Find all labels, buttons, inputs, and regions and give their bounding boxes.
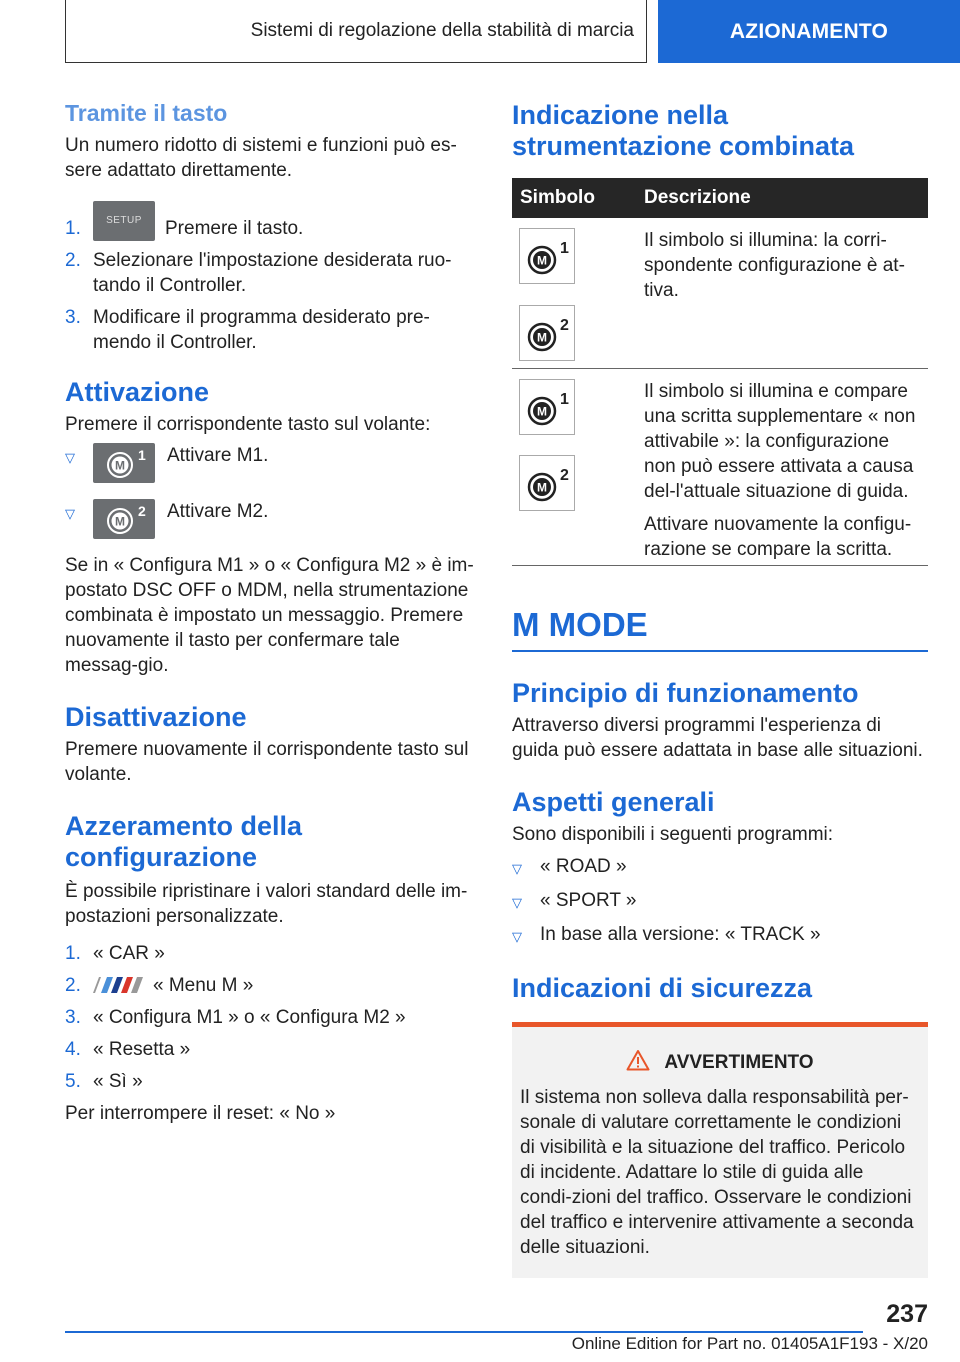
program-text: « ROAD »: [540, 856, 627, 878]
azzeramento-intro: È possibile ripristinare i valori standard delle im-postazioni personalizzate.: [65, 881, 468, 928]
step-text: « Resetta »: [93, 1039, 191, 1061]
azzeramento-heading-line1: Azzeramento della: [65, 811, 303, 842]
step-text: « Configura M1 » o « Configura M2 »: [93, 1007, 406, 1029]
mmode-rule: [512, 650, 928, 652]
desc-cell: [636, 218, 928, 368]
program-item: [512, 922, 928, 949]
svg-text:2: 2: [560, 317, 569, 334]
setup-key-icon: SETUP: [93, 201, 155, 241]
step-number: 3.: [65, 307, 81, 328]
m2-symbol-icon: [519, 305, 575, 361]
step-text: Premere il tasto.: [165, 218, 304, 239]
row-desc-note: Attivare nuovamente la configu-razione se compare la scritta.: [644, 514, 912, 560]
left-column: [65, 100, 477, 1126]
tramite-steps: [65, 201, 477, 355]
m1-symbol-icon: [519, 228, 575, 284]
footer-rule: [65, 1331, 863, 1333]
svg-text:M: M: [537, 404, 547, 419]
desc-cell: [636, 369, 928, 565]
program-text: « SPORT »: [540, 890, 637, 912]
attivazione-intro: Premere il corrispondente tasto sul volante:: [65, 414, 431, 436]
tramite-step: [65, 201, 477, 241]
azzeramento-steps: [65, 941, 477, 1094]
row-desc: Il simbolo si illumina: la corri-spondente configurazione è at-tiva.: [644, 230, 905, 301]
disattivazione-text: Premere nuovamente il corrispondente tasto sul volante.: [65, 739, 469, 786]
tramite-step: [65, 248, 477, 298]
attivazione-list: [65, 443, 477, 539]
triangle-bullet-icon: ▽: [65, 506, 75, 522]
tramite-intro: Un numero ridotto di sistemi e funzioni può es-sere adattato direttamente.: [65, 135, 457, 181]
section-title: AZIONAMENTO: [729, 19, 889, 43]
attivazione-text: Attivare M1.: [167, 445, 269, 467]
azzeramento-step: [65, 973, 477, 998]
chapter-title: Sistemi di regolazione della stabilità di marcia: [250, 20, 634, 41]
attivazione-item: [65, 499, 477, 539]
program-item: [512, 854, 928, 881]
azzeramento-step: [65, 941, 477, 966]
azzeramento-step: [65, 1005, 477, 1030]
step-text: Modificare il programma desiderato pre-mendo il Controller.: [93, 307, 430, 353]
table-header: [512, 178, 928, 218]
svg-text:M: M: [537, 330, 547, 345]
principio-heading: Principio di funzionamento: [512, 678, 859, 708]
table-row: [512, 369, 928, 566]
warning-triangle-icon: [626, 1049, 650, 1077]
step-number: 1.: [65, 218, 81, 239]
program-item: [512, 888, 928, 915]
svg-text:1: 1: [138, 447, 146, 464]
azzeramento-step: [65, 1069, 477, 1094]
attivazione-text: Attivare M2.: [167, 501, 269, 523]
triangle-bullet-icon: ▽: [512, 861, 522, 877]
footer-edition: Online Edition for Part no. 01405A1F193 - X/20: [571, 1334, 928, 1353]
m1-symbol-icon: [519, 379, 575, 435]
azzeramento-heading-line2: configurazione: [65, 842, 258, 873]
triangle-bullet-icon: ▽: [65, 450, 75, 466]
step-text: « Sì »: [93, 1071, 143, 1093]
azzeramento-heading: [65, 811, 477, 873]
svg-text:1: 1: [560, 240, 569, 257]
chapter-header: [65, 0, 647, 63]
aspetti-heading: Aspetti generali: [512, 787, 715, 818]
section-tab: [658, 0, 960, 63]
azzeramento-step: [65, 1037, 477, 1062]
tramite-step: [65, 305, 477, 355]
warning-title: AVVERTIMENTO: [664, 1052, 814, 1074]
warning-header: [520, 1049, 920, 1077]
svg-text:2: 2: [138, 503, 146, 520]
attivazione-note: Se in « Configura M1 » o « Configura M2 » è im-postato DSC OFF o MDM, nella strumentazione combinata è impostato un messaggio. Premere nuovamente il tasto per confermare tale messag-gio.: [65, 555, 474, 677]
right-column: [512, 100, 928, 1278]
tramite-heading: Tramite il tasto: [65, 100, 228, 126]
m-menu-icon: [93, 975, 147, 995]
svg-text:M: M: [537, 253, 547, 268]
m2-key-icon: [93, 499, 155, 539]
sicurezza-heading: Indicazioni di sicurezza: [512, 973, 813, 1004]
program-text: In base alla versione: « TRACK »: [540, 924, 821, 946]
row-desc: Il simbolo si illumina e compare una scritta supplementare « non attivabile »: la configurazione non può essere attivata a causa del-l'attuale situazione di guida.: [644, 381, 916, 502]
principio-text: Attraverso diversi programmi l'esperienza di guida può essere adattata in base alle situazioni.: [512, 715, 923, 762]
symbol-table: [512, 178, 928, 566]
step-text: « CAR »: [93, 943, 165, 965]
svg-text:1: 1: [560, 391, 569, 408]
step-number: 2.: [65, 975, 81, 997]
warning-text: Il sistema non solleva dalla responsabilità per-sonale di valutare correttamente le condizioni di visibilità e la situazione del traffico. Pericolo di incidente. Adattare lo stile di guida alle condi-zioni del traffico. Osservare le condizioni del traffico e intervenire attivamente a seconda delle situazioni.: [520, 1087, 914, 1259]
step-number: 5.: [65, 1071, 81, 1093]
step-number: 4.: [65, 1039, 81, 1061]
indicazione-heading: Indicazione nella strumentazione combinata: [512, 100, 855, 161]
triangle-bullet-icon: ▽: [512, 895, 522, 911]
step-number: 2.: [65, 250, 81, 271]
m1-key-icon: [93, 443, 155, 483]
table-row: [512, 218, 928, 369]
col-symbol-header: Simbolo: [520, 187, 595, 208]
symbol-cell: [512, 369, 636, 565]
m2-symbol-icon: [519, 455, 575, 511]
warning-box: [512, 1022, 928, 1278]
col-desc-header: Descrizione: [644, 187, 751, 208]
svg-text:M: M: [537, 480, 547, 495]
attivazione-heading: Attivazione: [65, 377, 210, 407]
programs-list: [512, 854, 928, 949]
svg-text:M: M: [115, 458, 125, 473]
aspetti-intro: Sono disponibili i seguenti programmi:: [512, 824, 834, 846]
step-number: 1.: [65, 943, 81, 965]
symbol-cell: [512, 218, 636, 368]
svg-text:M: M: [115, 514, 125, 529]
svg-text:2: 2: [560, 467, 569, 484]
page-number: 237: [886, 1300, 928, 1328]
azzeramento-cancel: Per interrompere il reset: « No »: [65, 1103, 336, 1125]
step-text: Selezionare l'impostazione desiderata ruo-tando il Controller.: [93, 250, 452, 296]
triangle-bullet-icon: ▽: [512, 929, 522, 945]
mmode-title: M MODE: [512, 606, 648, 643]
disattivazione-heading: Disattivazione: [65, 702, 247, 733]
attivazione-item: [65, 443, 477, 483]
step-text: « Menu M »: [153, 975, 254, 997]
step-number: 3.: [65, 1007, 81, 1029]
